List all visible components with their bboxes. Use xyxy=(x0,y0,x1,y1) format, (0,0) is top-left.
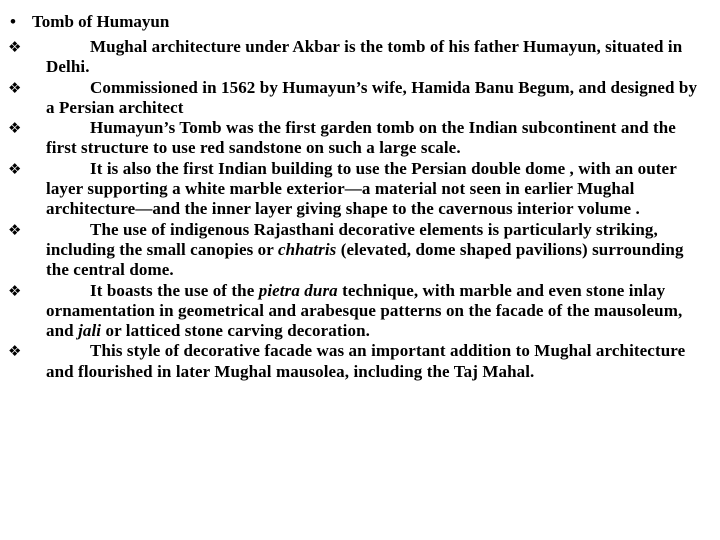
emphasis-term: chhatris xyxy=(277,239,337,259)
heading-title: Tomb of Humayun xyxy=(32,12,170,31)
emphasis-term: pietra dura xyxy=(258,280,338,300)
list-item-text: Commissioned in 1562 by Humayun’s wife, Hamida Banu Begum, and designed by a Persian architect xyxy=(46,77,698,117)
list-item-text: It boasts the use of the pietra dura technique, with marble and even stone inlay ornamentation in geometrical and arabesque patterns on the facade of the mausoleum, and jali or latticed stone carving decoration. xyxy=(46,280,683,341)
diamond-bullet-icon: ❖ xyxy=(8,78,22,97)
slide-heading xyxy=(8,12,169,32)
diamond-bullet-icon: ❖ xyxy=(8,119,22,138)
diamond-bullet-icon: ❖ xyxy=(8,38,22,56)
list-item xyxy=(8,37,708,78)
list-item-text: Humayun’s Tomb was the first garden tomb on the Indian subcontinent and the first structure to use red sandstone on such a large scale. xyxy=(46,118,676,158)
round-bullet-icon: • xyxy=(10,12,16,31)
list-item xyxy=(8,220,708,281)
list-item-text: It is also the first Indian building to use the Persian double dome , with an outer layer supporting a white marble exterior—a material not seen in earlier Mughal architecture—and the inner layer giving shape to the cavernous interior volume . xyxy=(46,158,677,219)
list-item xyxy=(8,78,708,119)
list-item xyxy=(8,281,708,342)
diamond-bullet-icon: ❖ xyxy=(8,281,22,300)
list-item-text: This style of decorative facade was an important addition to Mughal architecture and flourished in later Mughal mausolea, including the Taj Mahal. xyxy=(46,341,686,381)
diamond-bullet-icon: ❖ xyxy=(8,220,22,239)
list-item-text: Mughal architecture under Akbar is the tomb of his father Humayun, situated in Delhi. xyxy=(46,37,683,77)
bullet-list xyxy=(8,37,708,382)
list-item xyxy=(8,118,708,159)
list-item-text: The use of indigenous Rajasthani decorative elements is particularly striking, including the small canopies or chhatris (elevated, dome shaped pavilions) surrounding the central dome. xyxy=(46,219,684,280)
diamond-bullet-icon: ❖ xyxy=(8,342,22,361)
list-item xyxy=(8,159,708,220)
emphasis-term: jali xyxy=(78,321,102,341)
diamond-bullet-icon: ❖ xyxy=(8,159,22,178)
list-item xyxy=(8,341,708,382)
